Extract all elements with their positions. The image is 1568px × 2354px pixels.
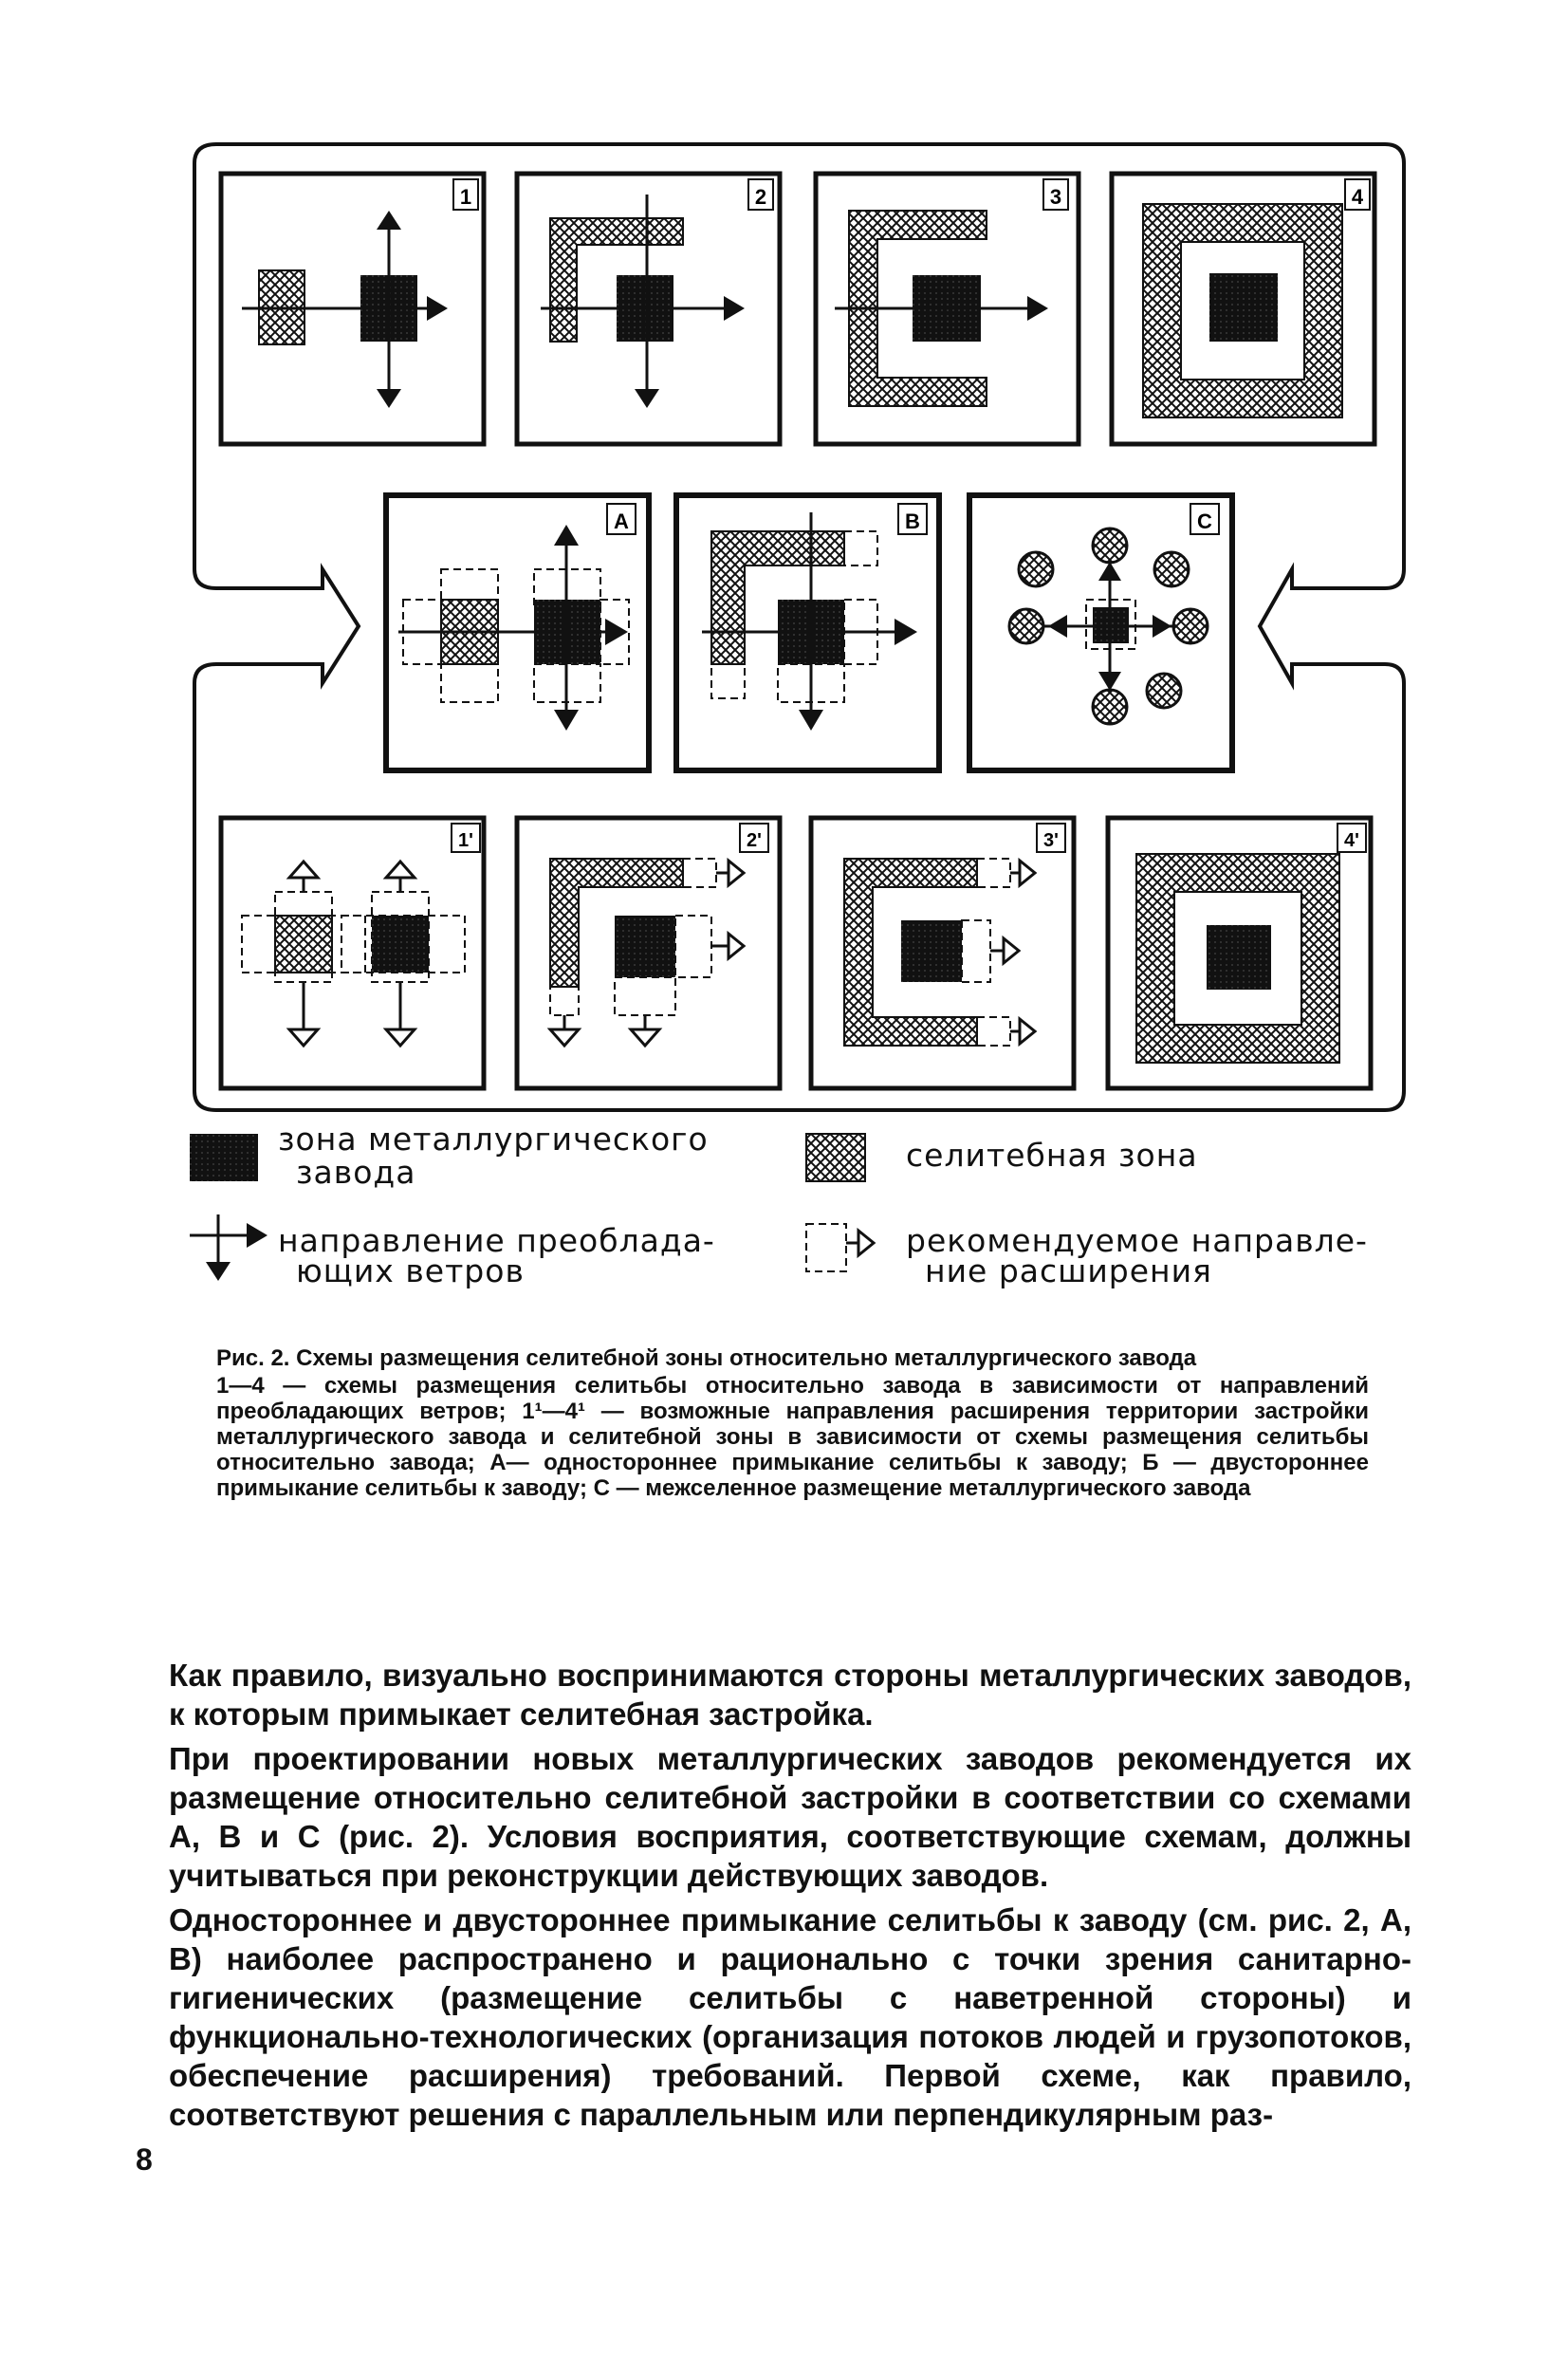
legend-residential-swatch bbox=[806, 1134, 865, 1181]
legend-wind-line1: направление преоблада- bbox=[278, 1222, 715, 1259]
panel-4 bbox=[1112, 174, 1374, 444]
svg-text:2': 2' bbox=[747, 830, 762, 851]
svg-text:3: 3 bbox=[1049, 185, 1062, 209]
legend-wind-line2: ющих ветров bbox=[296, 1252, 525, 1289]
panel-1 bbox=[221, 174, 484, 444]
panel-A bbox=[386, 495, 649, 770]
body-text bbox=[169, 1656, 1411, 2134]
page-number: 8 bbox=[136, 2142, 153, 2177]
caption-title: Рис. 2. Схемы размещения селитебной зоны относительно металлургического завода bbox=[216, 1345, 1197, 1371]
legend-plant-zone-swatch bbox=[190, 1134, 258, 1181]
legend-wind-icon bbox=[190, 1214, 267, 1281]
svg-text:3': 3' bbox=[1043, 830, 1059, 851]
panel-C bbox=[969, 495, 1232, 770]
caption-body: 1—4 — схемы размещения селитьбы относительно завода в зависимости от направлений преобладающих ветров; 1¹—4¹ — возможные направления расширения территории застройки металлургического завода и селитебной зоны в зависимости от схемы размещения селитьбы относительно завода; А— одностороннее примыкание селитьбы к заводу; Б — двустороннее примыкание селитьбы к заводу; С — межселенное размещение металлургического завода bbox=[216, 1373, 1369, 1501]
legend-plant-zone-line1: зона металлургического bbox=[278, 1121, 709, 1158]
legend-expansion-line2: ние расширения bbox=[925, 1252, 1212, 1289]
panel-4-prime bbox=[1108, 818, 1371, 1088]
svg-text:4': 4' bbox=[1344, 830, 1359, 851]
paragraph: Одностороннее и двустороннее примыкание селитьбы к заводу (см. рис. 2, А, В) наиболее распространено и рационально с точки зрения санитарно-гигиенических (размещение селитьбы с наветренной стороны) и функционально-технологических (организация потоков людей и грузопотоков, обеспечение расширения) требований. Первой схеме, как правило, соответствуют решения с параллельным или перпендикулярным раз- bbox=[169, 1902, 1411, 2132]
panel-2-prime bbox=[517, 818, 780, 1088]
paragraph: При проектировании новых металлургических заводов рекомендуется их размещение относительно селитебной застройки в соответствии со схемами А, В и С (рис. 2). Условия восприятия, соответствующие схемам, должны учитываться при реконструкции действующих заводов. bbox=[169, 1741, 1411, 1893]
svg-text:C: C bbox=[1197, 510, 1212, 533]
panel-B bbox=[676, 495, 939, 770]
svg-text:1: 1 bbox=[459, 185, 472, 209]
legend-plant-zone-line2: завода bbox=[296, 1154, 416, 1191]
panel-3 bbox=[816, 174, 1079, 444]
svg-text:B: B bbox=[905, 510, 920, 533]
paragraph: Как правило, визуально воспринимаются стороны металлургических заводов, к которым примыкает селитебная застройка. bbox=[169, 1658, 1411, 1732]
svg-text:1': 1' bbox=[458, 830, 473, 851]
panel-2 bbox=[517, 174, 780, 444]
panel-1-prime bbox=[221, 818, 484, 1088]
svg-text:A: A bbox=[614, 510, 629, 533]
legend-expansion-icon bbox=[806, 1224, 874, 1271]
svg-text:2: 2 bbox=[754, 185, 767, 209]
legend-residential-zone: селитебная зона bbox=[906, 1137, 1198, 1174]
figure-caption bbox=[216, 1345, 1369, 1501]
panel-3-prime bbox=[811, 818, 1074, 1088]
legend-expansion-line1: рекомендуемое направле- bbox=[906, 1222, 1368, 1259]
svg-text:4: 4 bbox=[1351, 185, 1364, 209]
